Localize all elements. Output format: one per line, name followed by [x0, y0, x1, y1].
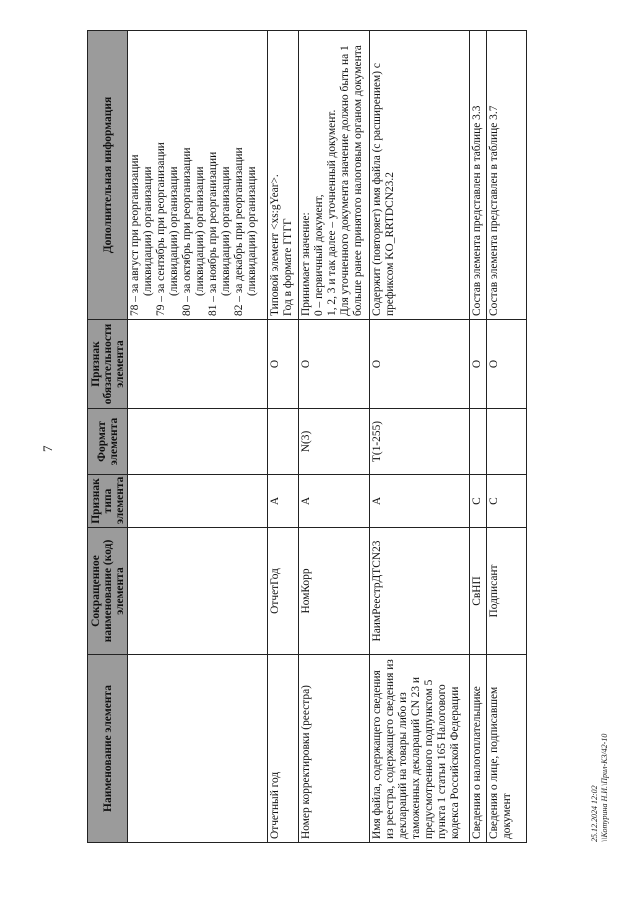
info-line: 78 – за август при реорганизации	[129, 154, 141, 316]
table-row	[268, 31, 299, 843]
header-element-format: Формат элемента	[88, 409, 128, 475]
table-row	[470, 31, 487, 843]
cell-type	[128, 475, 268, 528]
info-line: (ликвидации) организации	[194, 166, 206, 296]
cell-info	[298, 31, 370, 320]
info-line: 79 – за сентябрь при реорганизации	[155, 142, 167, 316]
cell-info	[268, 31, 299, 320]
cell-format	[268, 409, 299, 475]
page-number: 7	[40, 445, 55, 452]
info-line: 80 – за октябрь при реорганизации	[181, 147, 193, 316]
info-line: Содержит (повторяет) имя файла (с расширением) с префиксом KO_RRTDCN23.2	[371, 63, 397, 316]
info-line: Для уточненного документа значение должно быть на 1 больше ранее принятого налоговым органом документа	[338, 45, 364, 316]
cell-type: С	[470, 475, 487, 528]
info-line: (ликвидации) организации	[142, 166, 154, 296]
cell-code: Подписант	[486, 528, 526, 655]
info-line: 1, 2, 3 и так далее – уточненный документ.	[325, 109, 338, 316]
cell-info	[128, 31, 268, 320]
cell-required: О	[370, 320, 470, 409]
cell-code: НомКорр	[298, 528, 370, 655]
cell-name: Номер корректировки (реестра)	[298, 655, 370, 843]
info-line: Год в формате ГГГГ	[282, 218, 295, 316]
table-row	[298, 31, 370, 843]
elements-table-container	[87, 31, 527, 843]
cell-required	[128, 320, 268, 409]
table-row	[486, 31, 526, 843]
cell-type: С	[486, 475, 526, 528]
info-line: 81 – за ноябрь при реорганизации	[207, 151, 219, 316]
cell-type: А	[268, 475, 299, 528]
cell-name	[128, 655, 268, 843]
cell-type: А	[370, 475, 470, 528]
cell-code: НаимРеестрДТCN23	[370, 528, 470, 655]
cell-code: ОтчетГод	[268, 528, 299, 655]
table-row	[128, 31, 268, 843]
cell-info: Состав элемента представлен в таблице 3.7	[486, 31, 526, 320]
elements-table	[87, 30, 527, 843]
header-element-type: Признак типа элемента	[88, 475, 128, 528]
cell-format	[486, 409, 526, 475]
cell-name: Сведения о налогоплательщике	[470, 655, 487, 843]
cell-format: N(3)	[298, 409, 370, 475]
cell-name: Отчетный год	[268, 655, 299, 843]
cell-code	[128, 528, 268, 655]
cell-required: О	[486, 320, 526, 409]
cell-name: Имя файла, содержащего сведения из реестра, содержащего сведения из деклараций на товары либо из таможенных деклараций CN 23 и предусмотренного подпунктом 5 пункта 1 статьи 165 Налогового кодекса Российской Федерации	[370, 655, 470, 843]
stamp-author: \\Котурина Н.И.\Прил-К3/42-10	[600, 733, 609, 842]
cell-code: СвНП	[470, 528, 487, 655]
info-line: Принимает значение:	[299, 212, 312, 316]
header-additional-info: Дополнительная информация	[88, 31, 128, 320]
header-element-name: Наименование элемента	[88, 655, 128, 843]
cell-format: T(1-255)	[370, 409, 470, 475]
header-element-required: Признак обязательности элемента	[88, 320, 128, 409]
info-line: 82 – за декабрь при реорганизации	[233, 147, 245, 316]
header-element-code: Сокращенное наименование (код) элемента	[88, 528, 128, 655]
info-line: (ликвидации) организации	[246, 166, 258, 296]
document-stamp	[590, 734, 610, 842]
cell-type: А	[298, 475, 370, 528]
stamp-date: 25.12.2024 12:02	[590, 785, 599, 842]
cell-required: О	[268, 320, 299, 409]
info-line: 0 – первичный документ,	[312, 194, 325, 316]
cell-required: О	[298, 320, 370, 409]
cell-required: О	[470, 320, 487, 409]
table-row	[370, 31, 470, 843]
cell-info: Состав элемента представлен в таблице 3.3	[470, 31, 487, 320]
cell-info	[370, 31, 470, 320]
cell-format	[128, 409, 268, 475]
cell-format	[470, 409, 487, 475]
table-header-row	[88, 31, 128, 843]
info-line: (ликвидации) организации	[220, 166, 232, 296]
cell-name: Сведения о лице, подписавшем документ	[486, 655, 526, 843]
info-line: (ликвидации) организации	[168, 166, 180, 296]
info-line: Типовой элемент <xs:gYear>.	[269, 174, 282, 316]
